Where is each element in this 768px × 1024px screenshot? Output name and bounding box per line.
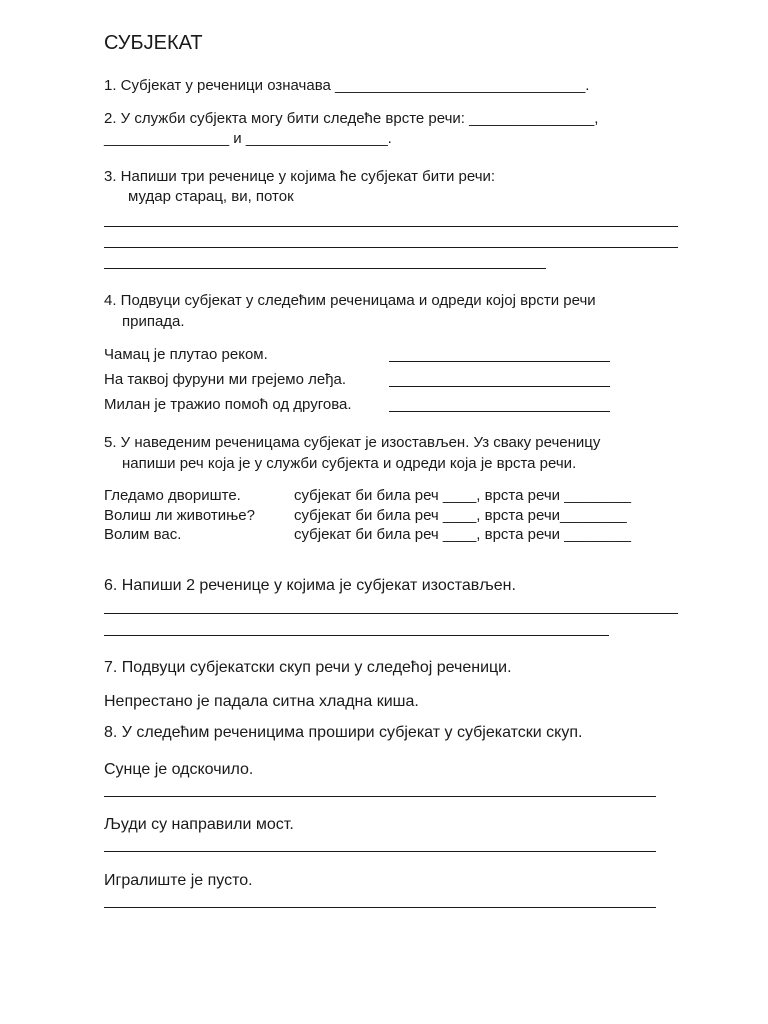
q5-answer: субјекат би била реч ____, врста речи________ — [294, 507, 627, 524]
q7-sentence: Непрестано је падала ситна хладна киша. — [104, 693, 419, 710]
question-4-line-2: припада. — [122, 313, 185, 330]
question-3-line-1: 3. Напиши три реченице у којима ће субјекат бити речи: — [104, 168, 496, 185]
answer-line[interactable] — [104, 907, 656, 908]
q4-sentence: Милан је тражио помоћ од другова. — [104, 396, 352, 413]
question-5-line-1: 5. У наведеним реченицама субјекат је изостављен. Уз сваку реченицу — [104, 434, 601, 451]
worksheet-title: СУБЈЕКАТ — [104, 32, 203, 54]
question-7: 7. Подвуци субјекатски скуп речи у следећој реченици. — [104, 659, 512, 676]
answer-line[interactable] — [389, 386, 610, 387]
q5-answer: субјекат би била реч ____, врста речи ________ — [294, 487, 631, 504]
answer-line[interactable] — [389, 361, 610, 362]
q4-sentence: На таквој фуруни ми грејемо леђа. — [104, 371, 347, 388]
answer-line[interactable] — [389, 411, 610, 412]
question-5-line-2: напиши реч која је у служби субјекта и одреди која је врста речи. — [122, 455, 577, 472]
q5-sentence: Волим вас. — [104, 526, 182, 543]
q8-sentence: Игралиште је пусто. — [104, 872, 253, 889]
q8-sentence: Сунце је одскочило. — [104, 761, 254, 778]
question-2-line-1: 2. У служби субјекта могу бити следеће врсте речи: _______________, — [104, 110, 599, 127]
question-6: 6. Напиши 2 реченице у којима је субјекат изостављен. — [104, 577, 516, 594]
answer-line[interactable] — [104, 226, 678, 227]
q8-sentence: Људи су направили мост. — [104, 816, 294, 833]
answer-line[interactable] — [104, 851, 656, 852]
q5-answer: субјекат би била реч ____, врста речи ________ — [294, 526, 631, 543]
answer-line[interactable] — [104, 268, 546, 269]
answer-line[interactable] — [104, 613, 678, 614]
question-8: 8. У следећим реченицима прошири субјекат у субјекатски скуп. — [104, 724, 583, 741]
question-1: 1. Субјекат у реченици означава ______________________________. — [104, 77, 590, 94]
q5-sentence: Волиш ли животиње? — [104, 507, 255, 524]
answer-line[interactable] — [104, 247, 678, 248]
answer-line[interactable] — [104, 635, 609, 636]
question-4-line-1: 4. Подвуци субјекат у следећим реченицама и одреди којој врсти речи — [104, 292, 596, 309]
q4-sentence: Чамац је плутао реком. — [104, 346, 268, 363]
question-3-words: мудар старац, ви, поток — [128, 188, 294, 205]
question-2-line-2: _______________ и _________________. — [104, 130, 392, 147]
answer-line[interactable] — [104, 796, 656, 797]
q5-sentence: Гледамо двориште. — [104, 487, 241, 504]
